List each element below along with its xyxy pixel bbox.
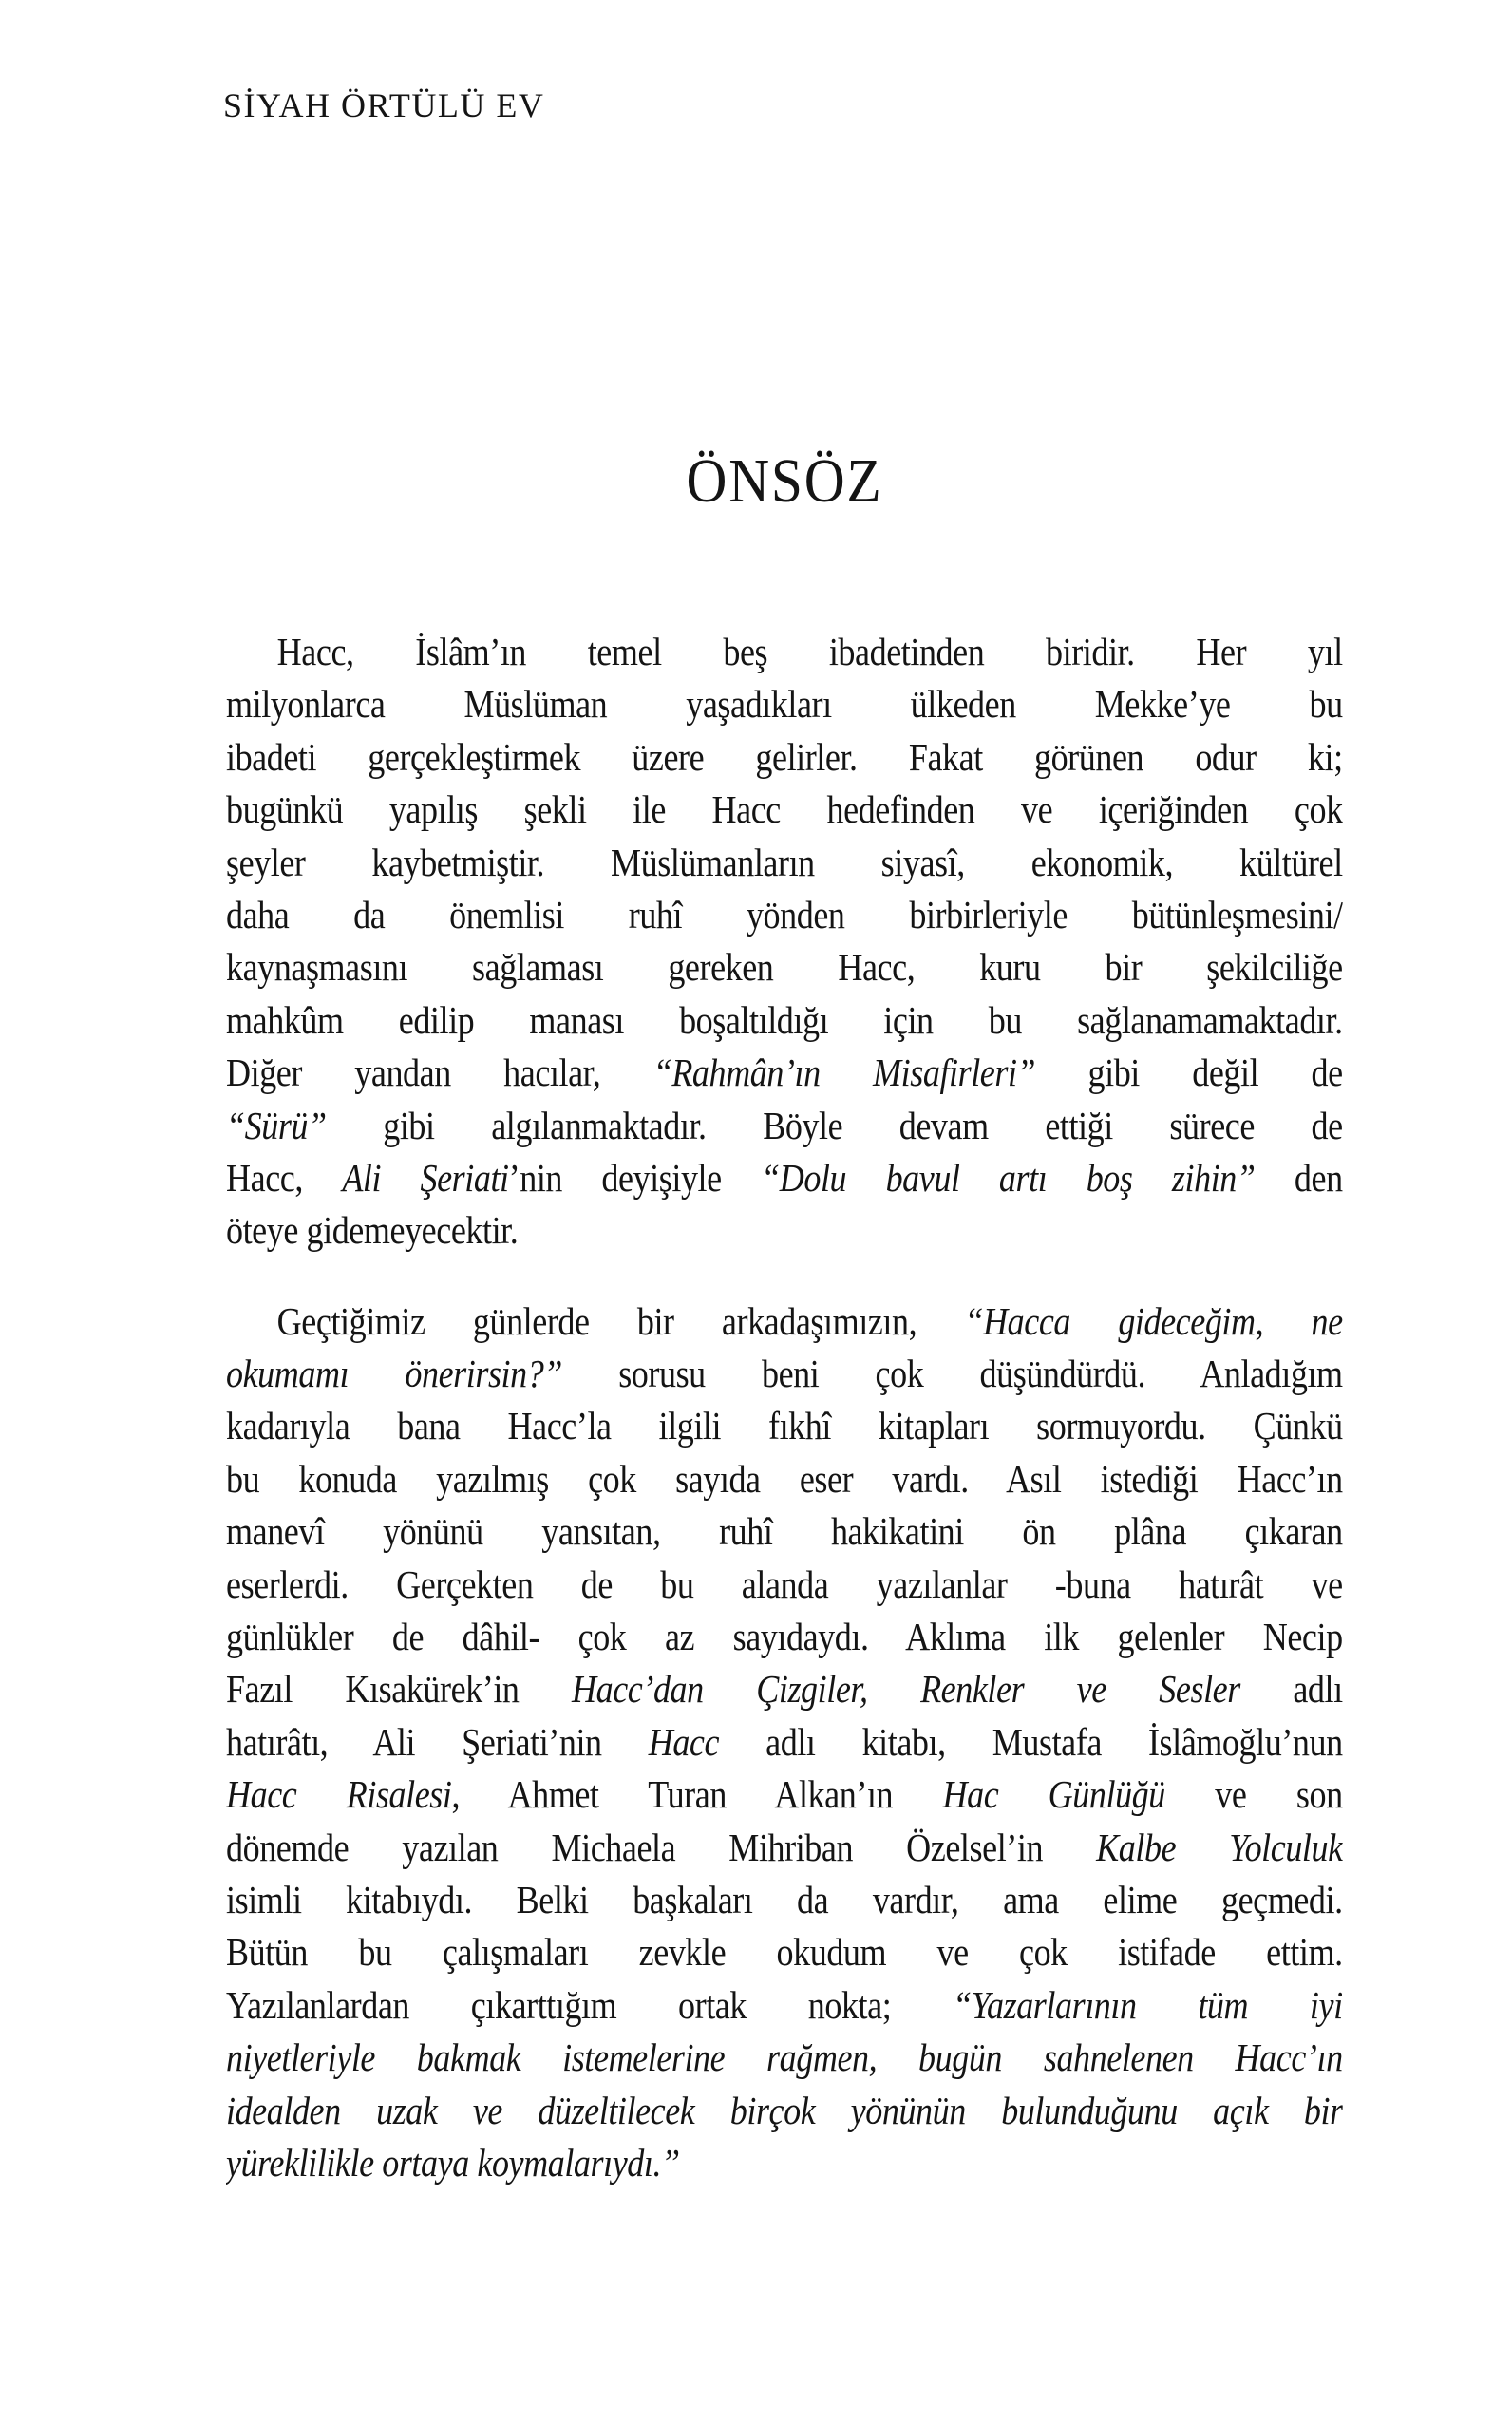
text-line xyxy=(226,1100,1343,1152)
text-line xyxy=(226,2032,1343,2084)
text-segment: Geçtiğimiz günlerde bir arkadaşımızın, xyxy=(276,1298,965,1343)
text-segment: , Ahmet Turan Alkan’ın xyxy=(451,1772,943,1817)
text-line xyxy=(226,941,1343,993)
text-line xyxy=(226,1979,1343,2032)
text-segment: gibi algılanmaktadır. Böyle devam ettiği sürece de xyxy=(326,1103,1343,1147)
text-segment: gibi değil de xyxy=(1035,1050,1343,1095)
italic-text-segment: Kalbe Yolculuk xyxy=(1096,1825,1343,1869)
text-segment: dönemde yazılan Michaela Mihriban Özelsel’in xyxy=(226,1825,1097,1869)
text-segment: ve son xyxy=(1164,1772,1343,1817)
italic-text-segment: “Rahmân’ın Misafirleri” xyxy=(652,1050,1036,1095)
text-segment: Yazılanlardan çıkarttığım ortak nokta; xyxy=(226,1982,954,2027)
text-line xyxy=(226,1047,1343,1099)
text-segment: den xyxy=(1255,1155,1343,1200)
text-segment: kaynaşmasını sağlaması gereken Hacc, kuru bir şekilciliğe xyxy=(226,945,1343,990)
italic-text-segment: okumamı önerirsin?” xyxy=(226,1352,562,1396)
text-segment: daha da önemlisi ruhî yönden birbirleriyle bütünleşmesini/ xyxy=(226,892,1343,937)
text-line xyxy=(226,1663,1343,1715)
chapter-title xyxy=(226,448,1343,515)
italic-text-segment: Hac Günlüğü xyxy=(942,1772,1165,1817)
text-segment: milyonlarca Müslüman yaşadıkları ülkeden Mekke’ye bu xyxy=(226,682,1343,727)
text-segment: Hacc, xyxy=(226,1155,343,1200)
text-segment: kadarıyla bana Hacc’la ilgili fıkhî kitapları sormuyordu. Çünkü xyxy=(226,1404,1343,1448)
text-segment: hatırâtı, Ali Şeriati’nin xyxy=(226,1719,649,1764)
text-line xyxy=(226,1611,1343,1663)
italic-text-segment: “Dolu bavul artı boş zihin” xyxy=(761,1155,1256,1200)
text-segment: sorusu beni çok düşündürdü. Anladığım xyxy=(561,1352,1343,1396)
italic-text-segment: Hacc Risalesi xyxy=(226,1772,452,1817)
italic-text-segment: Hacc’dan Çizgiler, Renkler ve Sesler xyxy=(572,1667,1240,1712)
text-line xyxy=(226,784,1343,836)
text-line xyxy=(226,1453,1343,1505)
italic-text-segment: “Yazarlarının tüm iyi xyxy=(953,1982,1343,2027)
text-line xyxy=(226,837,1343,889)
text-segment: eserlerdi. Gerçekten de bu alanda yazılanlar -buna hatırât ve xyxy=(226,1561,1343,1606)
text-line xyxy=(226,1769,1343,1821)
text-segment: günlükler de dâhil- çok az sayıdaydı. Aklıma ilk gelenler Necip xyxy=(226,1615,1343,1659)
text-line xyxy=(226,1400,1343,1452)
text-segment: bu konuda yazılmış çok sayıda eser vardı. Asıl istediği Hacc’ın xyxy=(226,1456,1343,1501)
text-line xyxy=(226,1874,1343,1926)
text-line xyxy=(226,1505,1343,1558)
text-line xyxy=(226,626,1343,678)
text-segment: mahkûm edilip manası boşaltıldığı için bu sağlanamamaktadır. xyxy=(226,997,1343,1042)
text-line xyxy=(226,1822,1343,1874)
text-segment: ’nin deyişiyle xyxy=(508,1155,762,1200)
text-line xyxy=(226,1152,1343,1204)
text-segment: şeyler kaybetmiştir. Müslümanların siyasî, ekonomik, kültürel xyxy=(226,840,1343,884)
text-line xyxy=(226,889,1343,941)
text-segment: Diğer yandan hacılar, xyxy=(226,1050,653,1095)
text-line xyxy=(226,1716,1343,1769)
text-line xyxy=(226,678,1343,730)
text-line xyxy=(226,1926,1343,1978)
text-line xyxy=(226,1204,1343,1257)
text-segment: bugünkü yapılış şekli ile Hacc hedefinden ve içeriğinden çok xyxy=(226,787,1343,832)
body-text xyxy=(226,626,1343,2189)
text-line xyxy=(226,1348,1343,1400)
text-segment: Hacc, İslâm’ın temel beş ibadetinden biridir. Her yıl xyxy=(276,630,1343,673)
text-line xyxy=(226,1296,1343,1348)
paragraph xyxy=(226,1296,1343,2190)
text-line xyxy=(226,2085,1343,2137)
text-segment: manevî yönünü yansıtan, ruhî hakikatini ön plâna çıkaran xyxy=(226,1509,1343,1554)
chapter-title-text: ÖNSÖZ xyxy=(686,446,883,516)
text-segment: ibadeti gerçekleştirmek üzere gelirler. Fakat görünen odur ki; xyxy=(226,734,1343,779)
text-segment: Fazıl Kısakürek’in xyxy=(226,1667,573,1712)
text-line xyxy=(226,994,1343,1047)
italic-text-segment: Ali Şeriati xyxy=(342,1155,509,1200)
text-segment: adlı kitabı, Mustafa İslâmoğlu’nun xyxy=(719,1719,1343,1764)
paragraph xyxy=(226,626,1343,1258)
running-header: SİYAH ÖRTÜLÜ EV xyxy=(223,86,545,124)
text-line xyxy=(226,1559,1343,1611)
text-segment: Bütün bu çalışmaları zevkle okudum ve çok istifade ettim. xyxy=(226,1930,1343,1975)
text-segment: öteye gidemeyecektir. xyxy=(226,1208,519,1253)
italic-text-segment: niyetleriyle bakmak istemelerine rağmen, bugün sahnelenen Hacc’ın xyxy=(226,2035,1343,2080)
text-segment: isimli kitabıydı. Belki başkaları da vardır, ama elime geçmedi. xyxy=(226,1877,1343,1921)
italic-text-segment: “Hacca gideceğim, ne xyxy=(964,1298,1343,1343)
text-segment: adlı xyxy=(1239,1667,1343,1712)
italic-text-segment: yüreklilikle ortaya koymalarıydı.” xyxy=(226,2140,680,2185)
text-line xyxy=(226,2137,1343,2189)
italic-text-segment: “Sürü” xyxy=(226,1103,327,1147)
italic-text-segment: idealden uzak ve düzeltilecek birçok yönünün bulunduğunu açık bir xyxy=(226,2088,1343,2132)
text-line xyxy=(226,731,1343,784)
italic-text-segment: Hacc xyxy=(648,1719,720,1764)
